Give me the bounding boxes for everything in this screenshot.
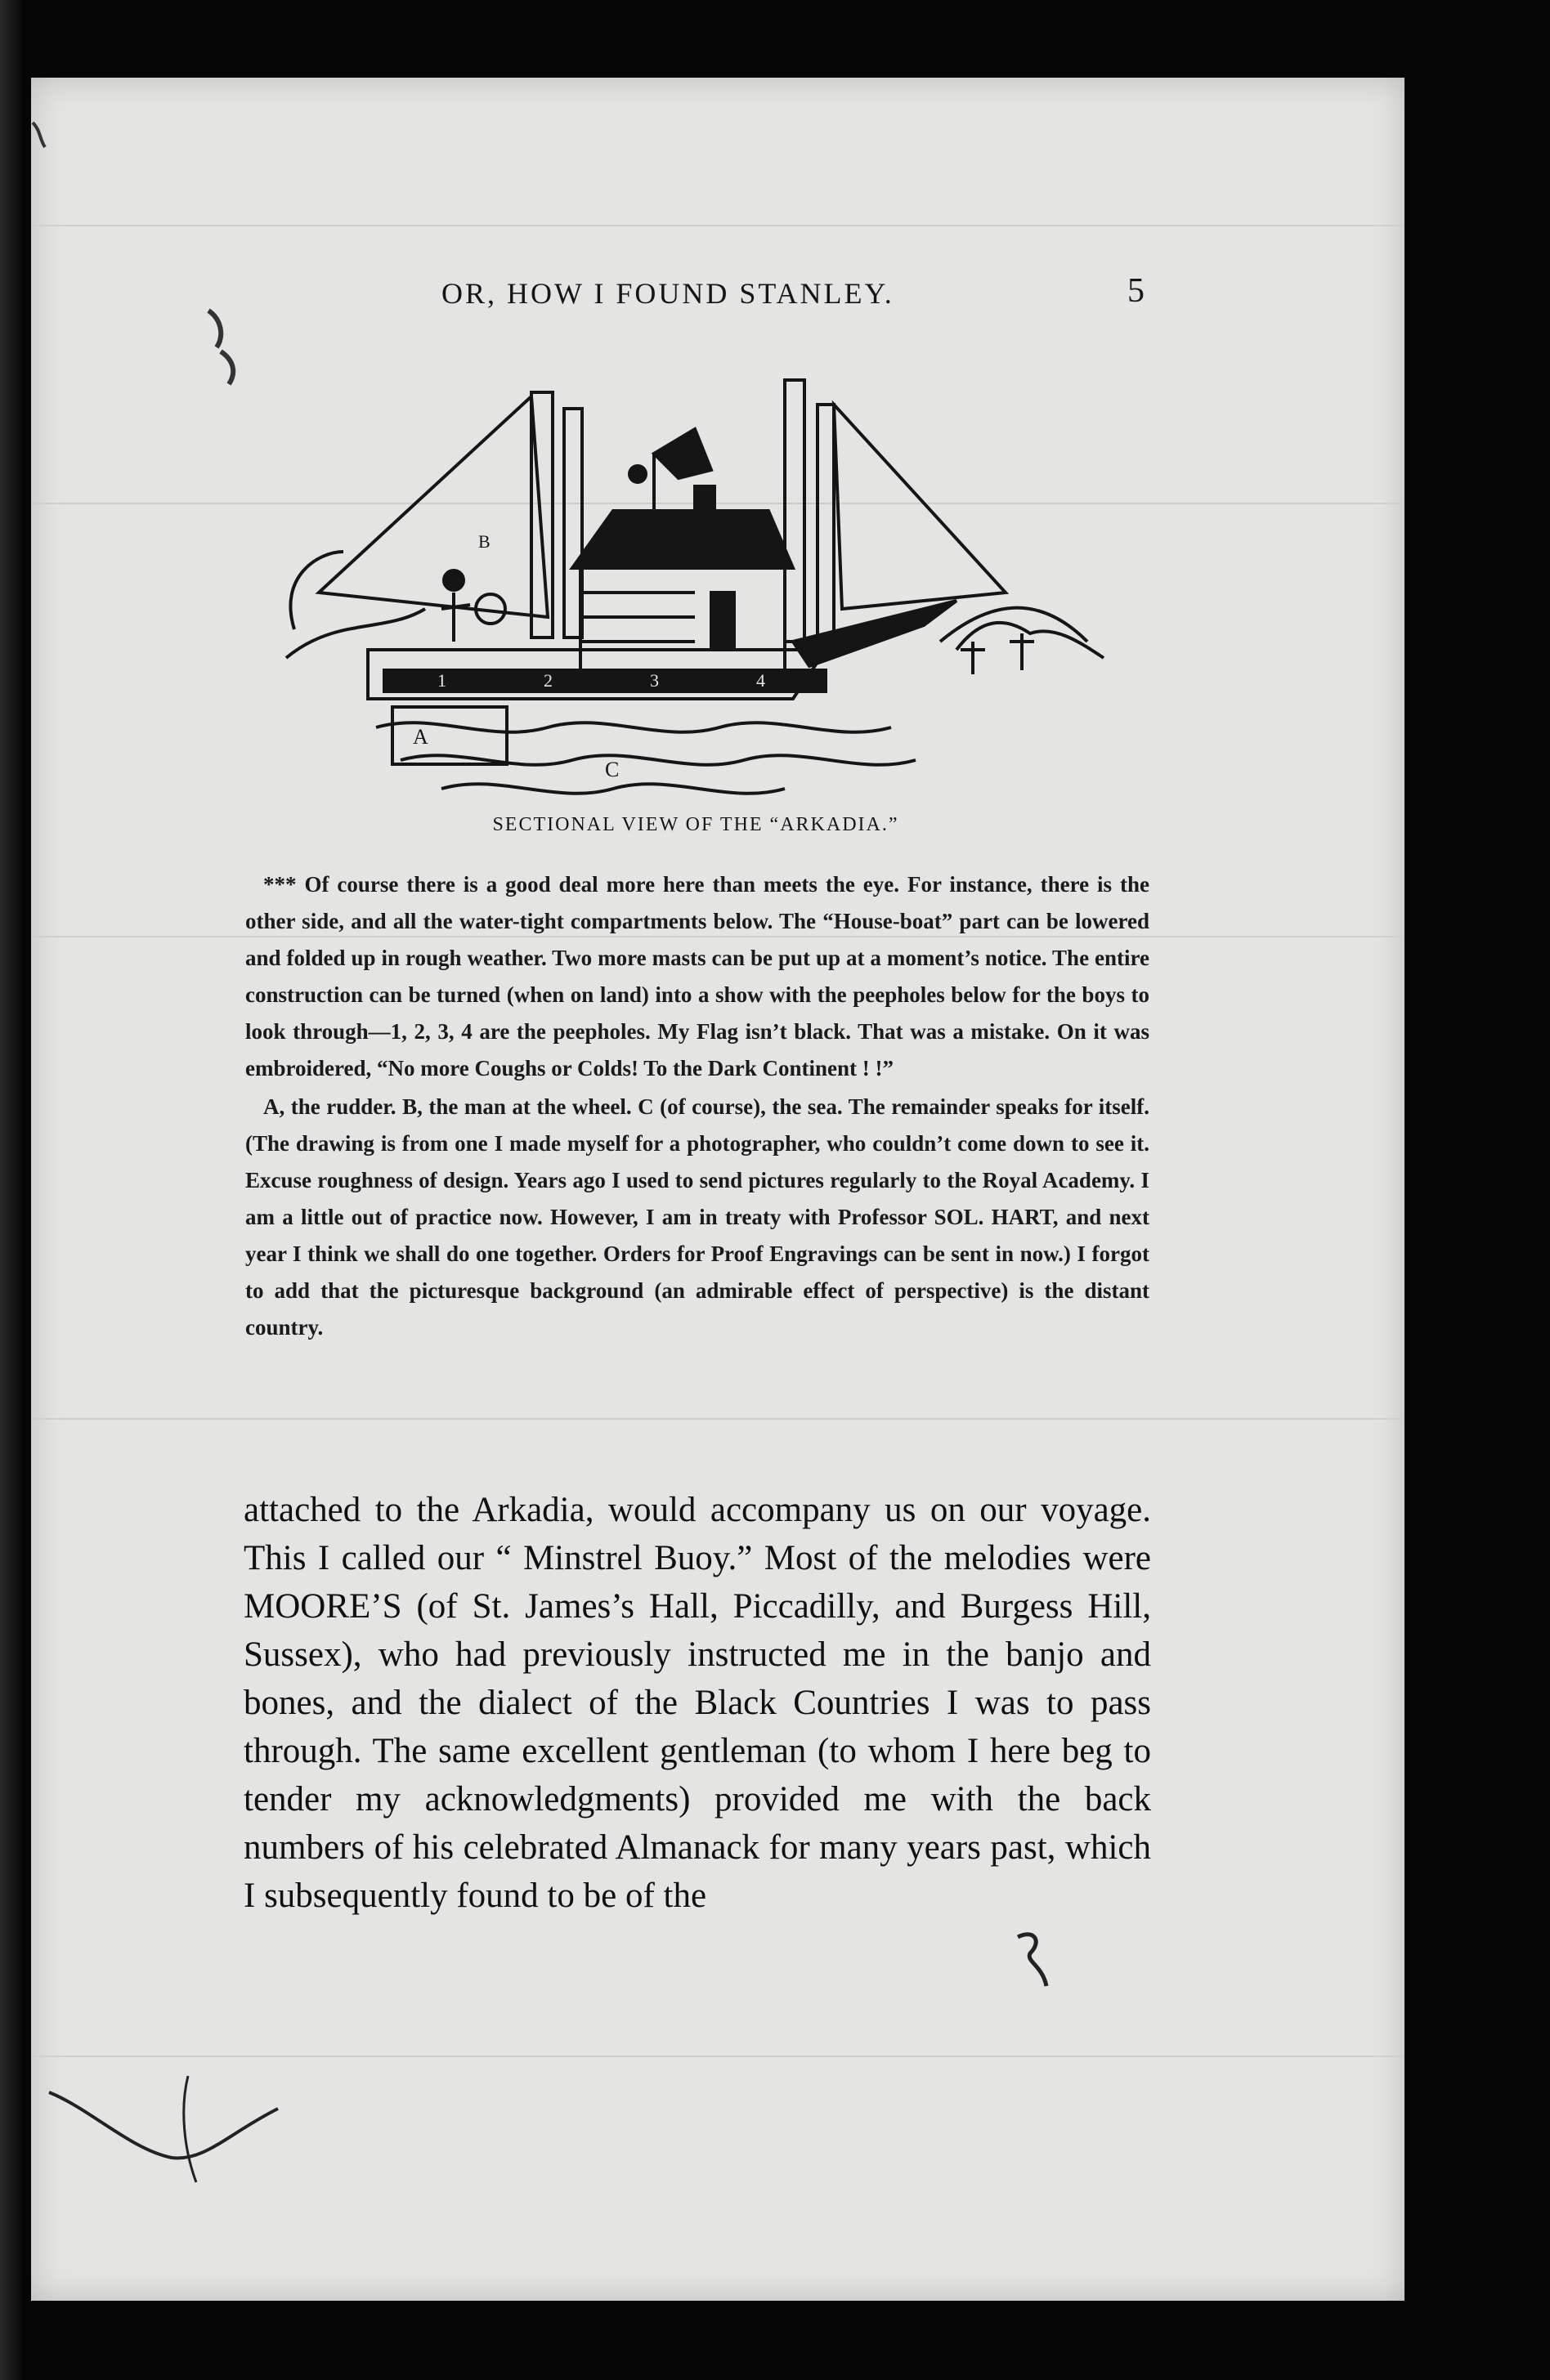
- ink-smudge-mark: [196, 302, 253, 392]
- house-boat: [580, 568, 785, 674]
- pencil-scribble-mark: [1006, 1921, 1063, 1994]
- body-text: [244, 1486, 1151, 1920]
- running-head: OR, HOW I FOUND STANLEY.: [441, 277, 894, 310]
- peephole-label: 2: [544, 670, 553, 691]
- house-roof: [572, 511, 793, 568]
- footnote-block: [245, 866, 1149, 1346]
- footnote-paragraph: A, the rudder. B, the man at the wheel. C (of course), the sea. The remainder speaks for itself. (The drawing is from one I made myself for a photographer, who couldn’t come down to see it. Excuse roughness of design. Years ago I used to send pictures regularly to the Royal Academy. I am a little out of practice now. However, I am in treaty with Professor SOL. HART, and next year I think we shall do one together. Orders for Proof Engravings can be sent in now.) I forgot to add that the picturesque background (an admirable effect of perspective) is the distant country.: [245, 1094, 1149, 1340]
- man-at-wheel-head: [444, 570, 464, 590]
- illustration-caption: SECTIONAL VIEW OF THE “ARKADIA.”: [492, 814, 899, 835]
- sea-waves: [441, 784, 785, 794]
- background-trees: [961, 633, 1034, 674]
- house-chimney: [695, 486, 715, 512]
- left-sail: [319, 396, 548, 617]
- body-paragraph: attached to the Arkadia, would accompany us on our voyage. This I called our “ Minstrel Buoy.” Most of the melodies were MOORE’S (of St. James’s Hall, Piccadilly, and Burgess Hill, Sussex), who had previously instructed me in the banjo and bones, and the dialect of the Black Countries I was to pass through. The same excellent gentleman (to whom I here beg to tender my acknowledgments) provided me with the back numbers of his celebrated Almanack for many years past, which I subsequently found to be of the: [244, 1491, 1151, 1915]
- ruled-line: [31, 2056, 1404, 2057]
- sea-waves: [376, 722, 891, 732]
- scan-edge: [0, 0, 21, 2380]
- page-header: [441, 272, 1145, 325]
- man-at-wheel-body: [441, 593, 470, 642]
- wheel-label: B: [478, 531, 491, 552]
- peephole-label: 3: [650, 670, 659, 691]
- mast: [818, 405, 834, 642]
- arkadia-illustration: [270, 347, 1128, 821]
- house-door: [711, 593, 734, 650]
- mast: [785, 380, 804, 642]
- flag: [654, 429, 711, 478]
- rudder-label: A: [413, 725, 428, 749]
- page-number: 5: [1127, 272, 1145, 310]
- footnote-paragraph: *** Of course there is a good deal more here than meets the eye. For instance, there is the other side, and all the water-tight compartments below. The “House-boat” part can be lowered and folded up in rough weather. Two more masts can be put up at a moment’s notice. The entire construction can be turned (when on land) into a show with the peepholes below for the boys to look through—1, 2, 3, 4 are the peepholes. My Flag isn’t black. That was a mistake. On it was embroidered, “No more Coughs or Colds! To the Dark Continent ! !”: [245, 872, 1149, 1080]
- ruled-line: [31, 225, 1404, 226]
- sea-label: C: [605, 758, 620, 781]
- ruled-line: [31, 1418, 1404, 1420]
- peephole-label: 1: [437, 670, 446, 691]
- peephole-label: 4: [756, 670, 765, 691]
- ink-smudge-mark: [25, 114, 57, 155]
- pencil-scribble-mark: [41, 2060, 294, 2190]
- right-sail: [834, 405, 1006, 609]
- left-sail-curve: [290, 552, 343, 629]
